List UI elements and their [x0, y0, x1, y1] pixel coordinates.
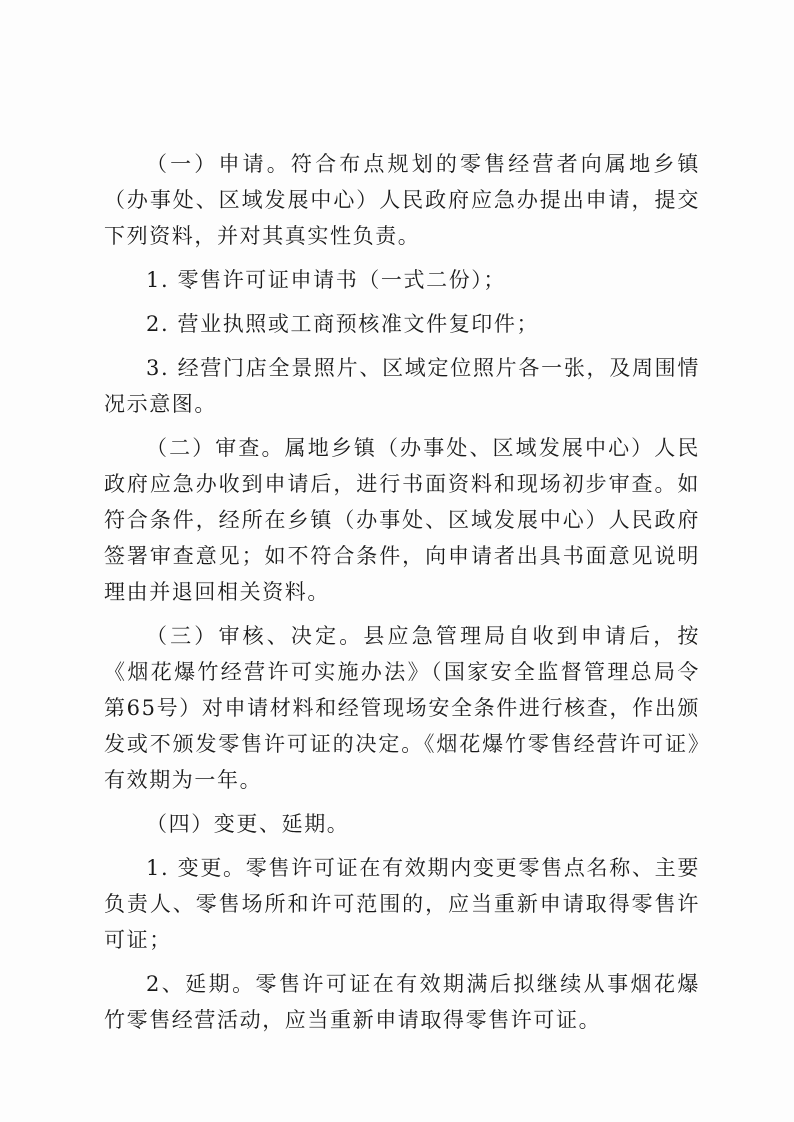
- paragraph-approval: （三）审核、决定。县应急管理局自收到申请后，按《烟花爆竹经营许可实施办法》（国家安全监督管理总局令第65号）对申请材料和经管现场安全条件进行核查，作出颁发或不颁发零售许可证的决定。《烟花爆竹零售经营许可证》有效期为一年。: [104, 624, 700, 792]
- paragraph-change: 1. 变更。零售许可证在有效期内变更零售点名称、主要负责人、零售场所和许可范围的，应当重新申请取得零售许可证；: [104, 856, 700, 952]
- paragraph-item-1: 1. 零售许可证申请书（一式二份）；: [146, 268, 507, 292]
- paragraph-application: （一）申请。符合布点规划的零售经营者向属地乡镇（办事处、区域发展中心）人民政府应急办提出申请，提交下列资料，并对其真实性负责。: [104, 152, 700, 248]
- paragraph-item-3: 3. 经营门店全景照片、区域定位照片各一张，及周围情况示意图。: [104, 356, 700, 416]
- paragraph-review: （二）审查。属地乡镇（办事处、区域发展中心）人民政府应急办收到申请后，进行书面资料和现场初步审查。如符合条件，经所在乡镇（办事处、区域发展中心）人民政府签署审查意见；如不符合条件，向申请者出具书面意见说明理由并退回相关资料。: [104, 436, 700, 604]
- paragraph-change-extension: （四）变更、延期。: [146, 812, 350, 836]
- paragraph-item-2: 2. 营业执照或工商预核准文件复印件；: [146, 312, 540, 336]
- paragraph-extension: 2、延期。零售许可证在有效期满后拟继续从事烟花爆竹零售经营活动，应当重新申请取得零售许可证。: [104, 972, 700, 1032]
- document-body: [104, 146, 700, 1046]
